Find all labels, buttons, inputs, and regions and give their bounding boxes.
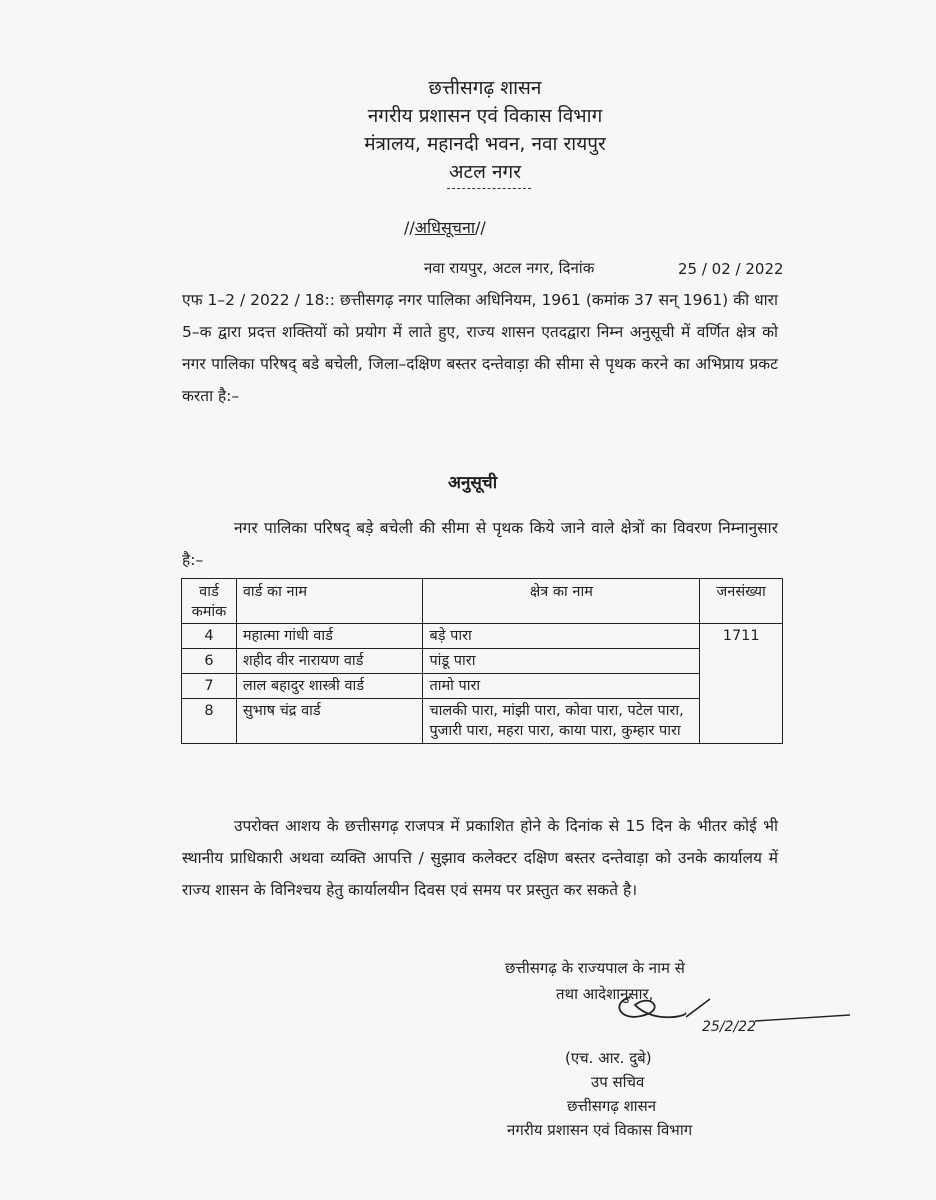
notice-paragraph-3 [182,810,778,906]
notice-paragraph-2 [182,512,778,576]
table-row [182,674,783,699]
notice-paragraph-1 [182,284,778,412]
signatory-department: नगरीय प्रशासन एवं विकास विभाग [507,1121,693,1139]
govt-name: छत्तीसगढ़ शासन [428,77,542,99]
department-name: नगरीय प्रशासन एवं विकास विभाग [367,105,603,127]
ward-no-cell: 8 [182,699,237,744]
table-row [182,624,783,649]
signature-date-scribble: 25/2/22 [702,1019,756,1035]
ward-no-cell: 4 [182,624,237,649]
ward-no-cell: 7 [182,674,237,699]
ward-name-cell: शहीद वीर नारायण वार्ड [236,649,423,674]
letterhead [330,74,640,186]
ward-name-cell: सुभाष चंद्र वार्ड [236,699,423,744]
schedule-heading: अनुसूची [448,473,498,493]
notice-heading [404,216,486,238]
notice-prefix: // [404,218,415,237]
paragraph-3-text: उपरोक्त आशय के छत्तीसगढ़ राजपत्र में प्रकाशित होने के दिनांक से 15 दिन के भीतर कोई भी स्थानीय प्राधिकारी अथवा व्यक्ति आपत्ति / सुझाव कलेक्टर दक्षिण बस्तर दन्तेवाड़ा को उनके कार्यालय में राज्य शासन के विनिश्चय हेतु कार्यालयीन दिवस एवं समय पर प्रस्तुत कर सकते है। [182,817,778,899]
area-name-cell: बड़े पारा [423,624,700,649]
notice-date: 25 / 02 / 2022 [678,260,784,278]
handwritten-signature [590,975,860,1055]
area-name-cell: पांडू पारा [423,649,700,674]
notice-title: अधिसूचना [414,218,475,237]
header-population: जनसंख्या [700,579,783,624]
paragraph-2-text: नगर पालिका परिषद् बड़े बचेली की सीमा से पृथक किये जाने वाले क्षेत्रों का विवरण निम्नानुसार है:– [182,519,778,569]
ward-table [181,578,783,744]
table-header-row [182,579,783,624]
ministry-address: मंत्रालय, महानदी भवन, नवा रायपुर [364,133,606,155]
signatory-designation: उप सचिव [591,1073,645,1091]
table-row [182,649,783,674]
ward-name-cell: महात्मा गांधी वार्ड [236,624,423,649]
ward-no-cell: 6 [182,649,237,674]
signatory-org: छत्तीसगढ़ शासन [567,1097,657,1115]
governor-order-line: छत्तीसगढ़ के राज्यपाल के नाम से [505,959,685,977]
area-name-cell: चालकी पारा, मांझी पारा, कोवा पारा, पटेल पारा, पुजारी पारा, महरा पारा, काया पारा, कुम्हार पारा [423,699,700,744]
order-line: तथा आदेशानुसार, [556,985,654,1003]
header-ward-no: वार्ड कमांक [182,579,237,624]
place-label: नवा रायपुर, अटल नगर, दिनांक [424,259,595,277]
paragraph-1-text: एफ 1–2 / 2022 / 18:: छत्तीसगढ़ नगर पालिका अधिनियम, 1961 (कमांक 37 सन् 1961) की धारा 5–क द्वारा प्रदत्त शक्तियों को प्रयोग में लाते हुए, राज्य शासन एतदद्वारा निम्न अनुसूची में वर्णित क्षेत्र को नगर पालिका परिषद् बडे बचेली, जिला–दक्षिण बस्तर दन्तेवाड़ा की सीमा से पृथक करने का अभिप्राय प्रकट करता है:– [182,291,778,405]
ward-name-cell: लाल बहादुर शास्त्री वार्ड [236,674,423,699]
area-name-cell: तामो पारा [423,674,700,699]
population-cell: 1711 [700,624,783,744]
header-ward-name: वार्ड का नाम [236,579,423,624]
signatory-name: (एच. आर. दुबे) [565,1049,652,1067]
header-divider [447,188,531,189]
notice-suffix: // [475,218,486,237]
city-name: अटल नगर [448,161,522,183]
header-area-name: क्षेत्र का नाम [423,579,700,624]
table-row [182,699,783,744]
